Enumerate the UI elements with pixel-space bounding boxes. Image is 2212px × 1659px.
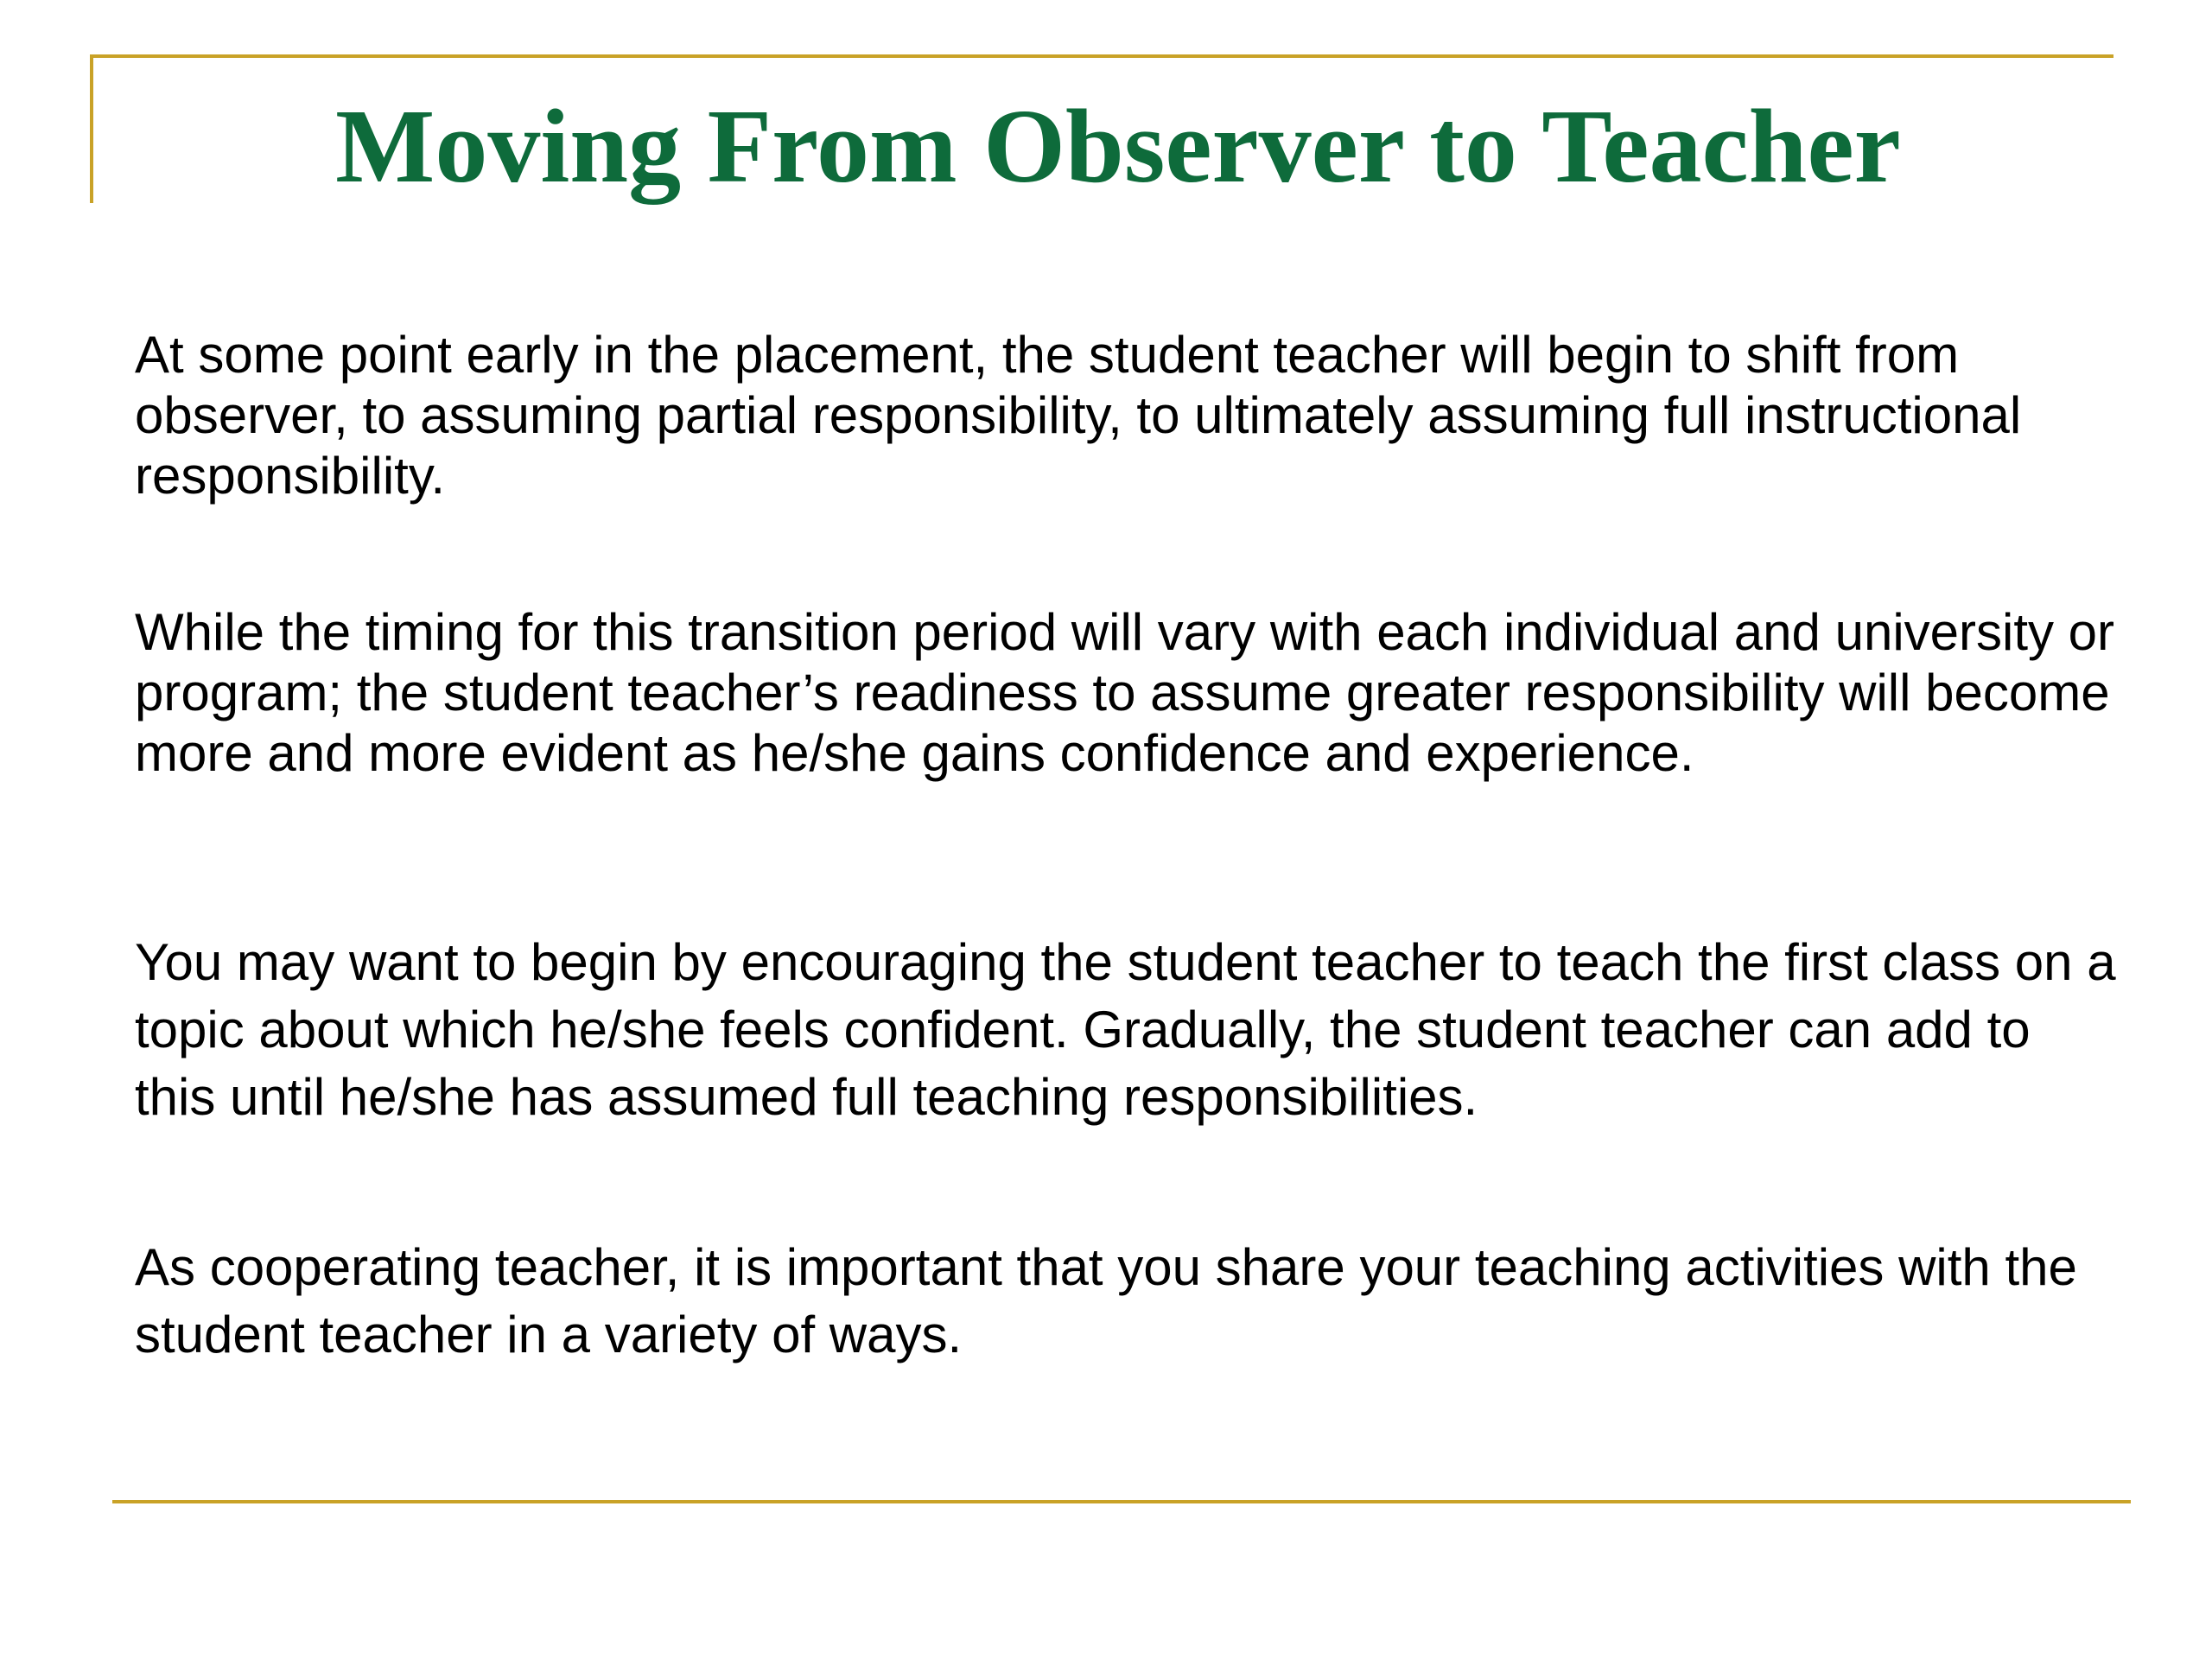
paragraph-1: At some point early in the placement, the student teacher will begin to shift from observer, to assuming partial responsibility, to ultimately assuming full instructional responsibility. xyxy=(135,326,2022,505)
bottom-accent-rule xyxy=(112,1500,2131,1503)
paragraph-4: As cooperating teacher, it is important that you share your teaching activities with the student teacher in a variety of ways. xyxy=(135,1238,2077,1363)
paragraph-2: While the timing for this transition period will vary with each individual and university or program; the student teacher’s readiness to assume greater responsibility will become more and more evident as he/she gains confidence and experience. xyxy=(135,603,2115,782)
top-accent-rule xyxy=(90,54,2113,58)
paragraph-3: You may want to begin by encouraging the student teacher to teach the first class on a topic about which he/she feels confident. Gradually, the student teacher can add to this until he/she has assumed full teaching responsibilities. xyxy=(135,933,2116,1126)
slide-title: Moving From Observer to Teacher xyxy=(335,88,1901,205)
